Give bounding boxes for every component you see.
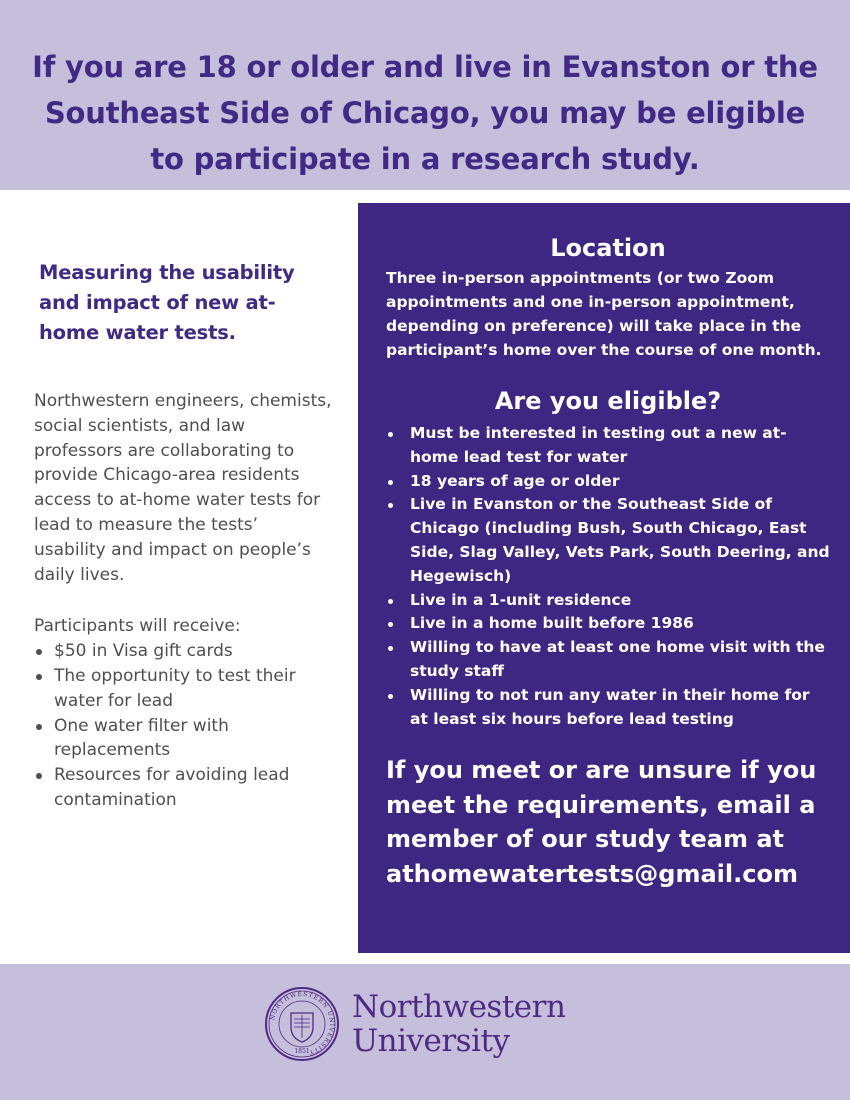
eligibility-item: Willing to not run any water in their home for at least six hours before lead testing (386, 684, 830, 732)
left-column (34, 258, 334, 813)
benefit-item: Resources for avoiding lead contamination (34, 763, 334, 813)
location-text: Three in-person appointments (or two Zoom appointments and one in-person appointment, depending on preference) will take place in the participant’s home over the course of one month. (386, 269, 822, 359)
eligibility-item: Willing to have at least one home visit with the study staff (386, 636, 830, 684)
eligibility-item: 18 years of age or older (386, 470, 830, 494)
contact-text: If you meet or are unsure if you meet the requirements, email a member of our study team at (386, 756, 817, 854)
wordmark-line2: University (352, 1023, 510, 1059)
info-panel (358, 203, 850, 953)
eligibility-item: Live in Evanston or the Southeast Side of Chicago (including Bush, South Chicago, East Side, Slag Valley, Vets Park, South Deering, and Hegewisch) (386, 493, 830, 588)
benefit-item: One water filter with replacements (34, 714, 334, 764)
benefit-item: The opportunity to test their water for lead (34, 664, 334, 714)
eligibility-item: Live in a 1-unit residence (386, 589, 830, 613)
location-title: Location (550, 234, 666, 262)
headline: If you are 18 or older and live in Evanston or the Southeast Side of Chicago, you may be eligible to participate in a research study. (32, 50, 818, 176)
university-wordmark (352, 990, 565, 1058)
eligibility-list (386, 422, 830, 731)
contact-callout (386, 753, 830, 891)
eligibility-item: Live in a home built before 1986 (386, 612, 830, 636)
seal-year: 1851 (294, 1048, 310, 1055)
intro-paragraph: Northwestern engineers, chemists, social scientists, and law professors are collaborating to provide Chicago-area residents access to at-home water tests for lead to measure the tests’ usability and impact on people’s daily lives. (34, 391, 332, 585)
top-banner (0, 0, 850, 190)
study-subhead: Measuring the usability and impact of new at-home water tests. (39, 261, 295, 344)
eligibility-title: Are you eligible? (494, 387, 722, 415)
university-seal-icon (264, 986, 340, 1062)
wordmark-line1: Northwestern (352, 989, 566, 1025)
benefits-title: Participants will receive: (34, 616, 241, 637)
eligibility-item: Must be interested in testing out a new at-home lead test for water (386, 422, 830, 470)
benefits-list (34, 639, 334, 813)
benefit-item: $50 in Visa gift cards (34, 639, 334, 664)
contact-email[interactable]: athomewatertests@gmail.com (386, 859, 798, 888)
seal-text: NORTHWESTERN UNIVERSITY (269, 990, 336, 1057)
